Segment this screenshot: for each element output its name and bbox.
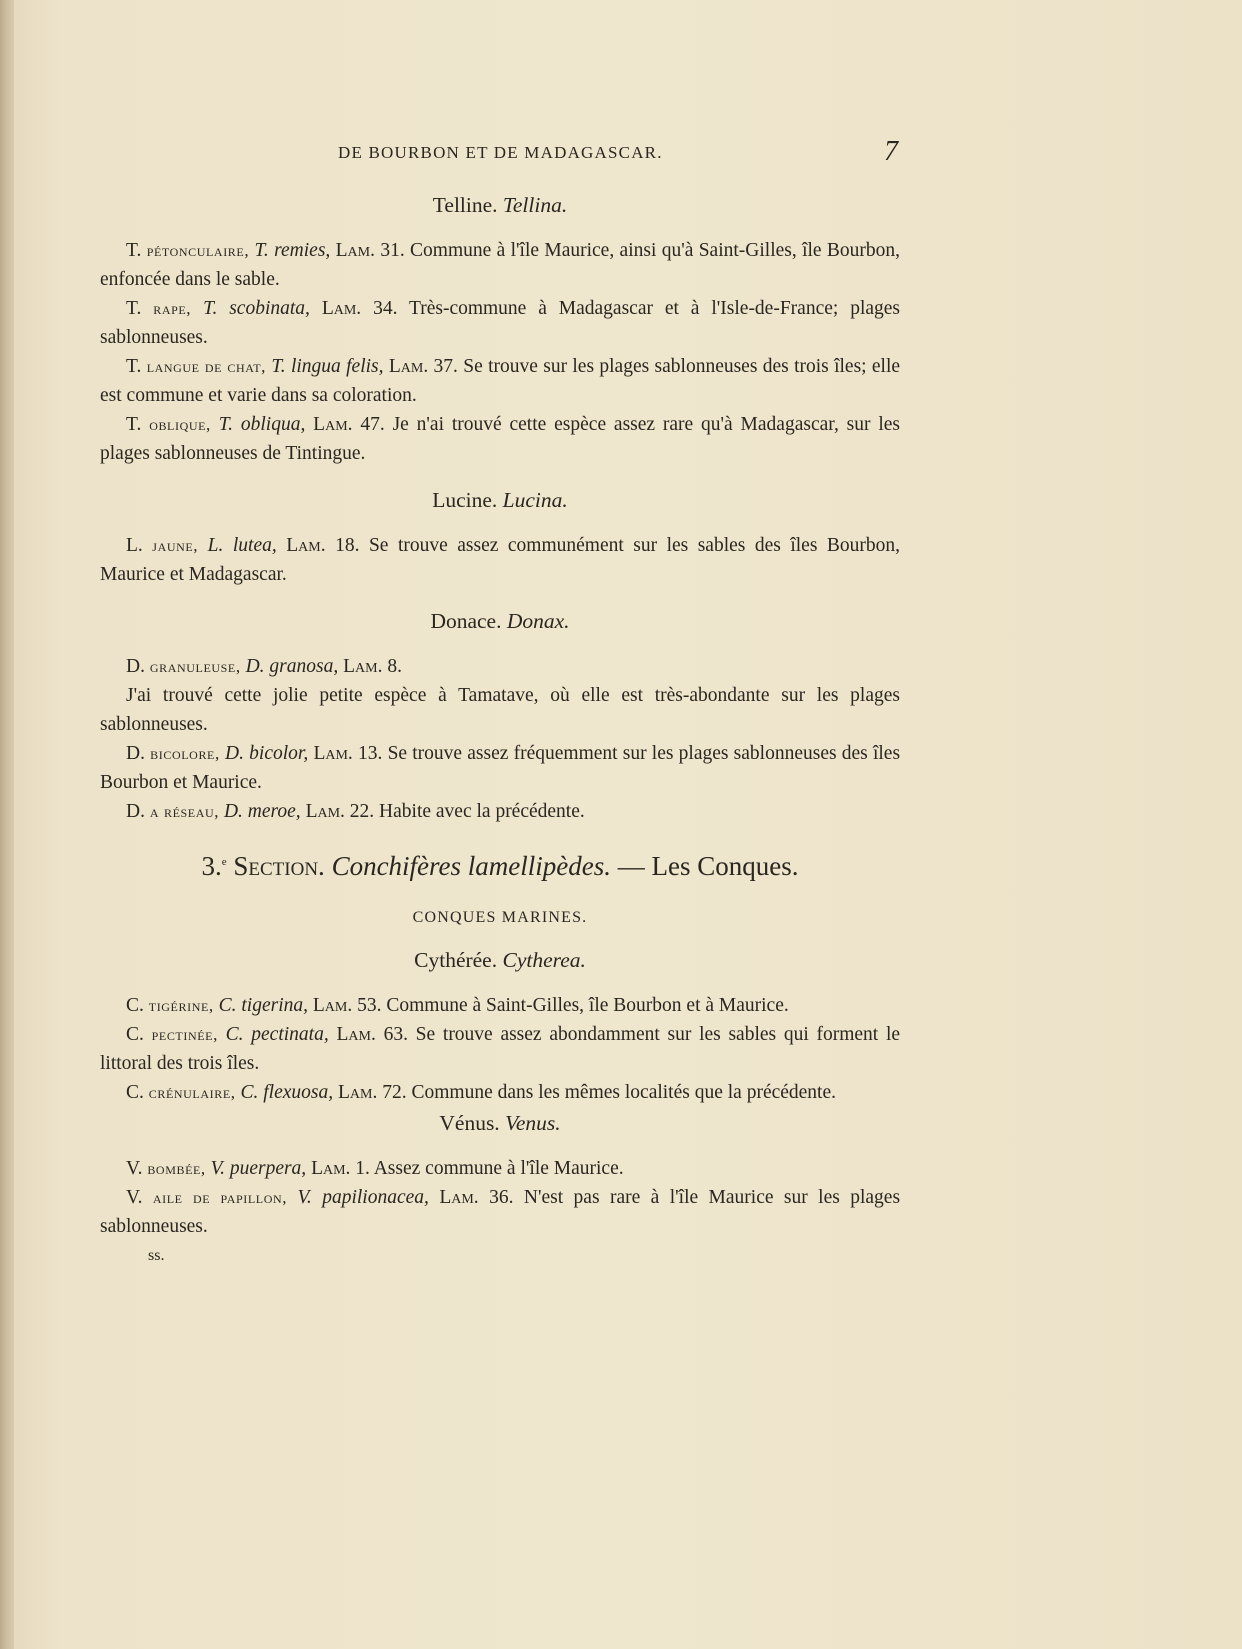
entry-species: T. remies, xyxy=(254,240,331,261)
section-number-sup: e xyxy=(221,856,227,868)
genus-name: Telline. xyxy=(432,193,498,217)
entry-authority: Lam. xyxy=(321,298,362,319)
entry-species: T. scobinata, xyxy=(203,298,310,319)
entry-common-name: aile de papillon, xyxy=(152,1188,288,1207)
species-entry xyxy=(100,352,900,410)
genus-heading-cytheree xyxy=(100,946,900,975)
species-entry xyxy=(100,1020,900,1078)
entry-text: 13. Se trouve assez fréquemment sur les plages sablonneuses des îles Bourbon et Maurice. xyxy=(100,743,901,793)
entry-abbr: V. xyxy=(126,1187,143,1208)
page-header xyxy=(0,136,1242,170)
catchword: ss. xyxy=(148,1247,165,1264)
species-entry xyxy=(100,1078,900,1107)
species-entry xyxy=(100,236,900,294)
genus-latin: Donax. xyxy=(506,609,570,633)
species-entry xyxy=(100,991,900,1020)
entry-common-name: bombée, xyxy=(147,1159,206,1178)
genus-name: Donace. xyxy=(430,609,502,633)
genus-latin: Venus. xyxy=(505,1111,561,1135)
entry-common-name: oblique, xyxy=(149,415,211,434)
entry-authority: Lam. xyxy=(335,240,375,261)
species-entry xyxy=(100,531,900,589)
genus-heading-donace xyxy=(100,607,900,636)
section-number: 3. xyxy=(201,851,222,881)
entry-authority: Lam. xyxy=(388,356,429,377)
entry-authority: Lam. xyxy=(311,1158,351,1179)
section-heading xyxy=(100,848,900,881)
entry-species: D. meroe, xyxy=(223,801,301,822)
entry-abbr: T. xyxy=(126,356,142,377)
entry-text: 22. Habite avec la précédente. xyxy=(349,801,585,822)
species-entry xyxy=(100,652,900,681)
species-entry xyxy=(100,739,900,797)
species-entry xyxy=(100,294,900,352)
page-number: 7 xyxy=(884,136,898,167)
species-entry xyxy=(100,797,900,826)
book-spine-shadow xyxy=(0,0,14,1649)
entry-common-name: rape, xyxy=(153,299,192,318)
entry-authority: Lam. xyxy=(286,535,326,556)
entry-abbr: D. xyxy=(126,801,145,822)
entry-text: 63. Se trouve assez abondamment sur les sables qui forment le littoral des trois îles. xyxy=(100,1024,901,1074)
species-entry xyxy=(100,1183,900,1241)
entry-authority: Lam. xyxy=(313,414,353,435)
entry-common-name: a réseau, xyxy=(149,802,220,821)
entry-authority: Lam. xyxy=(338,1082,378,1103)
entry-text: 8. xyxy=(387,656,402,677)
genus-latin: Lucina. xyxy=(502,488,568,512)
entry-species: C. tigerina, xyxy=(218,995,308,1016)
entry-abbr: L. xyxy=(126,535,143,556)
entry-text: 53. Commune à Saint-Gilles, île Bourbon et à Maurice. xyxy=(357,995,789,1016)
entry-abbr: T. xyxy=(126,240,142,261)
entry-abbr: C. xyxy=(126,995,144,1016)
entry-common-name: bicolore, xyxy=(150,744,220,763)
entry-authority: Lam. xyxy=(343,656,383,677)
genus-latin: Cytherea. xyxy=(502,948,586,972)
entry-text: J'ai trouvé cette jolie petite espèce à Tamatave, où elle est très-abondante sur les plages sablonneuses. xyxy=(100,685,900,735)
entry-text: 37. Se trouve sur les plages sablonneuses des trois îles; elle est commune et varie dans sa coloration. xyxy=(100,356,901,406)
genus-name: Lucine. xyxy=(432,488,498,512)
entry-text: 18. Se trouve assez communément sur les sables des îles Bourbon, Maurice et Madagascar. xyxy=(100,535,901,585)
page-body xyxy=(100,185,900,1286)
species-entry xyxy=(100,410,900,468)
species-entry xyxy=(100,1154,900,1183)
entry-text: 72. Commune dans les mêmes localités que la précédente. xyxy=(382,1082,837,1103)
entry-species: T. lingua felis, xyxy=(271,356,384,377)
genus-heading-lucine xyxy=(100,486,900,515)
entry-species: T. obliqua, xyxy=(218,414,306,435)
entry-species: D. bicolor, xyxy=(225,743,309,764)
entry-species: C. flexuosa, xyxy=(240,1082,334,1103)
entry-abbr: D. xyxy=(126,656,145,677)
entry-authority: Lam. xyxy=(312,995,353,1016)
entry-common-name: jaune, xyxy=(152,536,199,555)
entry-authority: Lam. xyxy=(439,1187,479,1208)
entry-abbr: C. xyxy=(126,1024,144,1045)
entry-common-name: langue de chat, xyxy=(146,357,267,376)
genus-name: Vénus. xyxy=(439,1111,500,1135)
species-entry-note xyxy=(100,681,900,739)
entry-species: C. pectinata, xyxy=(225,1024,329,1045)
genus-heading-telline xyxy=(100,191,900,220)
section-subtitle: — Les Conques. xyxy=(617,851,799,881)
entry-authority: Lam. xyxy=(336,1024,376,1045)
section-label: Section. xyxy=(233,851,325,881)
entry-common-name: pétonculaire, xyxy=(146,241,250,260)
entry-species: V. papilionacea, xyxy=(297,1187,429,1208)
entry-common-name: tigérine, xyxy=(148,996,214,1015)
entry-text: 47. Je n'ai trouvé cette espèce assez rare qu'à Madagascar, sur les plages sablonneuses de Tintingue. xyxy=(100,414,901,464)
entry-common-name: crénulaire, xyxy=(148,1083,236,1102)
entry-common-name: pectinée, xyxy=(151,1025,218,1044)
entry-common-name: granuleuse, xyxy=(149,657,241,676)
entry-abbr: C. xyxy=(126,1082,144,1103)
entry-text: 34. Très-commune à Madagascar et à l'Isle-de-France; plages sablonneuses. xyxy=(100,298,901,348)
entry-text: 31. Commune à l'île Maurice, ainsi qu'à Saint-Gilles, île Bourbon, enfoncée dans le sable. xyxy=(100,240,901,290)
entry-abbr: V. xyxy=(126,1158,143,1179)
genus-name: Cythérée. xyxy=(414,948,498,972)
entry-species: L. lutea, xyxy=(207,535,277,556)
genus-latin: Tellina. xyxy=(502,193,568,217)
entry-text: 36. N'est pas rare à l'île Maurice sur les plages sablonneuses. xyxy=(100,1187,901,1237)
entry-species: D. granosa, xyxy=(245,656,339,677)
subsection-heading: CONQUES MARINES. xyxy=(412,909,588,926)
entry-species: V. puerpera, xyxy=(210,1158,307,1179)
entry-authority: Lam. xyxy=(305,801,345,822)
entry-authority: Lam. xyxy=(313,743,353,764)
running-head: DE BOURBON ET DE MADAGASCAR. xyxy=(338,143,663,162)
section-title: Conchifères lamellipèdes. xyxy=(331,851,612,881)
entry-abbr: T. xyxy=(126,414,142,435)
genus-heading-venus xyxy=(100,1109,900,1138)
entry-abbr: D. xyxy=(126,743,145,764)
entry-abbr: T. xyxy=(126,298,142,319)
entry-text: 1. Assez commune à l'île Maurice. xyxy=(355,1158,624,1179)
